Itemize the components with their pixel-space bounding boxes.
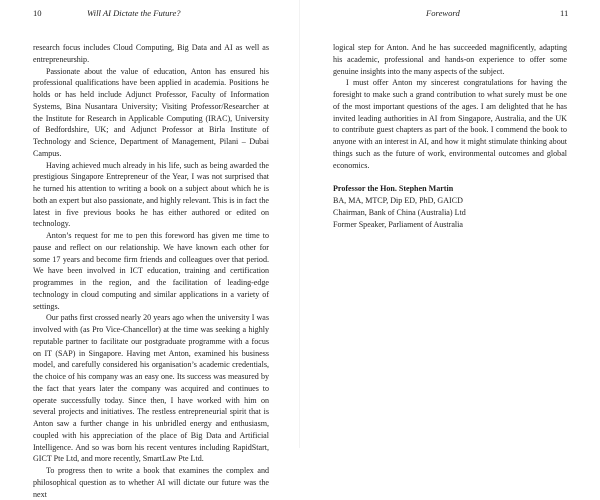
- author-role: Former Speaker, Parliament of Australia: [333, 219, 463, 229]
- paragraph: logical step for Anton. And he has succeeded magnificently, adapting his academic, professional and hands-on experience to offer some genuine insights into the many aspects of the subject.: [333, 43, 567, 76]
- paragraph: research focus includes Cloud Computing, Big Data and AI as well as entrepreneurship.: [33, 43, 269, 64]
- page-number: 10: [33, 8, 42, 18]
- paragraph: Our paths first crossed nearly 20 years ago when the university I was involved with (as Pro Vice-Chancellor) at the time was seeking a highly reputable partner to facilitate our postgraduate programme with a focus on IT (SAP) in Singapore. Having met Anton, examined his business model, and carefully considered his organisation’s academic credentials, the choice of his company was an easy one. Its success was measured by the fact that years later the company was acquired and continues to operate successfully today. Since then, I have worked with him on several projects and initiatives. The restless entrepreneurial spirit that is Anton saw a further change in his unbridled energy and enthusiasm, coupled with his appreciation of the place of Big Data and Artificial Intelligence. And so was born his recent ventures including RapidStart, GICT Pte Ltd, and more recently, SmartLaw Pte Ltd.: [33, 313, 269, 464]
- signature-block: [333, 183, 567, 230]
- paragraph: Having achieved much already in his life, such as being awarded the prestigious Singapore Entrepreneur of the Year, I was not surprised that he turned his attention to writing a book on a subject about which he is both an expert but also passionate, and highly relevant. This is in fact the latest in five previous books he has either authored or edited on technology.: [33, 160, 269, 229]
- author-name: Professor the Hon. Stephen Martin: [333, 184, 454, 194]
- paragraph: To progress then to write a book that examines the complex and philosophical question as to whether AI will dictate our future was the next: [33, 466, 269, 499]
- paragraph: Passionate about the value of education, Anton has ensured his professional qualifications have been applied in academia. Positions he holds or has held include Adjunct Professor, Faculty of Information Systems, Bina Nusantara University; Visiting Professor/Researcher at the Institute for Research in Applicable Computing (IRAC), University of Bedfordshire, UK; and Adjunct Professor at Birla Institute of Technology and Science, Department of Management, Pilani – Dubai Campus.: [33, 66, 269, 158]
- page-number: 11: [560, 8, 569, 18]
- left-body-text: [33, 42, 269, 500]
- author-role: Chairman, Bank of China (Australia) Ltd: [333, 207, 466, 217]
- paragraph: Anton’s request for me to pen this foreword has given me time to pause and reflect on our relationship. We have known each other for some 17 years and become firm friends and colleagues over that period. We have been involved in ICT education, training and certification programmes in the region, and the facilitation of leading-edge technology in cloud computing and similar applications in a variety of settings.: [33, 231, 269, 311]
- author-credentials: BA, MA, MTCP, Dip ED, PhD, GAICD: [333, 196, 463, 205]
- left-page: [0, 0, 300, 499]
- running-head: Foreword: [426, 8, 460, 18]
- running-head: Will AI Dictate the Future?: [87, 8, 181, 18]
- paragraph: I must offer Anton my sincerest congratulations for having the foresight to make such a grand contribution to what surely must be one of the most important questions of the ages. I am delighted that he has invited leading authorities in AI from Singapore, Australia, and the UK to contribute guest chapters as part of the book. I commend the book to anyone with an interest in AI, and how it might stimulate thinking about things such as the future of work, environmental outcomes and global economics.: [333, 78, 567, 170]
- right-page: [300, 0, 600, 448]
- right-body-text: [333, 42, 567, 230]
